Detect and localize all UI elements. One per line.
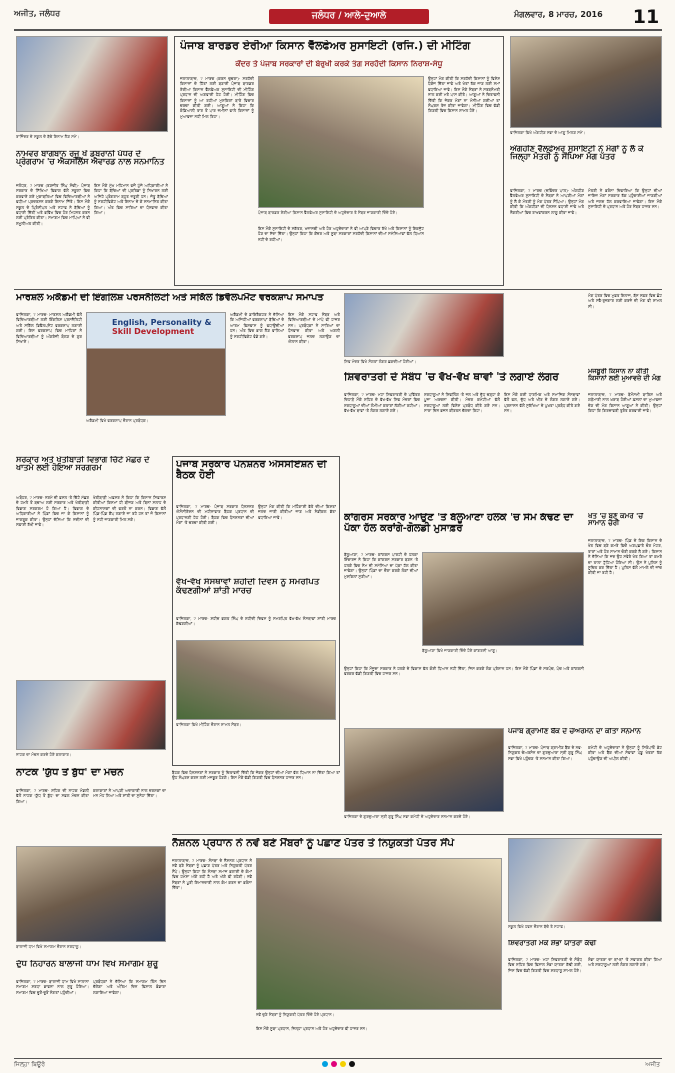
- martial-caption: ਅਕੈਡਮੀ ਵਿਖੇ ਵਰਕਸ਼ਾਪ ਦੌਰਾਨ ਪ੍ਰਬੰਧਕ।: [86, 418, 149, 423]
- school-award-body-col2: ਇਸ ਮੌਕੇ ਮੁੱਖ ਮਹਿਮਾਨ ਵਜੋਂ ਪੁੱਜੇ ਅਧਿਕਾਰੀਆਂ ਨੇ ਕਿਹਾ ਕਿ ਬੱਚਿਆਂ ਦੀ ਪ੍ਰਤਿਭਾ ਨੂੰ ਨਿਖਾਰਨ ਲਈ ਅਜਿਹੇ ਪ੍ਰੋਗਰਾਮ ਬਹੁਤ ਜ਼ਰੂਰੀ ਹਨ। ਜੇਤੂ ਬੱਚਿਆਂ ਨੂੰ ਸਰਟੀਫਿਕੇਟ ਅਤੇ ਇਨਾਮ ਦੇ ਕੇ ਸਨਮਾਨਿਤ ਕੀਤਾ ਗਿਆ। ਅੰਤ ਵਿਚ ਸਾਰਿਆਂ ਦਾ ਧੰਨਵਾਦ ਕੀਤਾ ਗਿਆ।: [94, 183, 168, 216]
- shivratri-body-col1: ਫਾਜ਼ਿਲਕਾ, 7 ਮਾਰਚ- ਮਹਾ ਸ਼ਿਵਰਾਤਰੀ ਦੇ ਪਵਿੱਤਰ ਦਿਹਾੜੇ ਮੌਕੇ ਸ਼ਹਿਰ ਦੇ ਵੱਖ-ਵੱਖ ਸ਼ਿਵ ਮੰਦਰਾਂ ਵਿਚ ਸ਼ਰਧਾਲੂਆਂ ਦੀਆਂ ਲੰਮੀਆਂ ਕਤਾਰਾਂ ਲੱਗੀਆਂ ਰਹੀਆਂ। ਵੱਖ-ਵੱਖ ਥਾਵਾਂ 'ਤੇ ਲੰਗਰ ਲਗਾਏ ਗਏ।: [344, 392, 420, 414]
- kisan-meeting-photo: [258, 76, 424, 208]
- row-divider-2: [172, 834, 662, 835]
- school-award-headline: ਨਾਮਵਰ ਬਾਗਬਾਨ ਰਜੂ ਖੋਂ ਡਬਰਾਨੀ ਪੱਧਰ ਦੇ ਪ੍ਰੋਗਰਾਮ 'ਚ ਐਕਸੀਲੈਂਸ ਐਵਾਰਡ ਨਾਲ ਸਨਮਾਨਿਤ: [16, 150, 165, 167]
- dudh-headline: ਦੁੱਧ ਨਿਹਾਰਨ ਬਾਲਾਜੀ ਧਾਮ ਵਿਖੇ ਸਮਾਗਮ ਸ਼ੁਰੂ: [16, 960, 158, 969]
- pensioners-caption: ਫਾਜ਼ਿਲਕਾ ਵਿਖੇ ਮੀਟਿੰਗ ਦੌਰਾਨ ਸ਼ਾਮਲ ਮੈਂਬਰ।: [176, 722, 242, 727]
- school-children-photo: [16, 36, 168, 132]
- sarkar-headline: ਸਰਕਾਰ ਅਤੇ ਖੇਤੀਬਾੜੀ ਵਿਭਾਗ ਚਿੱਟੇ ਮੱਛਰ ਦੇ ਖਾਤਮੇ ਲਈ ਹੋਇਆ ਸਰਗਰਮ: [16, 456, 150, 473]
- banner-line-2: Skill Development: [112, 327, 195, 336]
- martial-body-col3: ਅਕੈਡਮੀ ਦੇ ਡਾਇਰੈਕਟਰ ਨੇ ਦੱਸਿਆ ਕਿ ਅਜਿਹੀਆਂ ਵਰਕਸ਼ਾਪਾਂ ਬੱਚਿਆਂ ਦੇ ਆਤਮ ਵਿਸ਼ਵਾਸ ਨੂੰ ਵਧਾਉਂਦੀਆਂ ਹਨ। ਅੰਤ ਵਿਚ ਭਾਗ ਲੈਣ ਵਾਲਿਆਂ ਨੂੰ ਸਰਟੀਫਿਕੇਟ ਵੰਡੇ ਗਏ।: [230, 312, 284, 339]
- national-pres-caption: ਨਵੇਂ ਚੁਣੇ ਮੈਂਬਰਾਂ ਨੂੰ ਨਿਯੁਕਤੀ ਪੱਤਰ ਦਿੰਦੇ ਹੋਏ ਪ੍ਰਧਾਨ।: [256, 1012, 335, 1017]
- shivratri-photo: [344, 293, 504, 357]
- masthead-rule: [14, 29, 662, 31]
- kisan-relief-body: ਜਲਾਲਾਬਾਦ, 7 ਮਾਰਚ- ਬੇਮੌਸਮੀ ਬਾਰਿਸ਼ ਅਤੇ ਗੜੇਮਾਰੀ ਨਾਲ ਖ਼ਰਾਬ ਹੋਈਆਂ ਫ਼ਸਲਾਂ ਦਾ ਮੁਆਵਜ਼ਾ ਦੇਣ ਦੀ ਮੰਗ ਕਿਸਾਨ ਆਗੂਆਂ ਨੇ ਕੀਤੀ। ਉਨ੍ਹਾਂ ਕਿਹਾ ਕਿ ਗਿਰਦਾਵਰੀ ਤੁਰੰਤ ਕਰਵਾਈ ਜਾਵੇ।: [588, 392, 662, 414]
- footer-left: ਜਿਲ੍ਹਾ ਬਿਊਰੋ: [14, 1061, 45, 1068]
- kisan-headline: ਪੰਜਾਬ ਬਾਰਡਰ ਏਰੀਆ ਕਿਸਾਨ ਵੈੱਲਫੇਅਰ ਸੁਸਾਇਟੀ (ਰਜਿ.) ਦੀ ਮੀਟਿੰਗ: [180, 40, 471, 52]
- national-pres-body-col2: ਇਸ ਮੌਕੇ ਸੂਬਾ ਪ੍ਰਧਾਨ, ਜ਼ਿਲ੍ਹਾ ਪ੍ਰਧਾਨ ਅਤੇ ਹੋਰ ਅਹੁਦੇਦਾਰ ਵੀ ਹਾਜ਼ਰ ਸਨ।: [256, 1026, 368, 1031]
- kisan-body-col1: ਜਲਾਲਾਬਾਦ, 7 ਮਾਰਚ (ਕਰਨ ਚੁਚਰਾ)- ਸਰਹੱਦੀ ਕਿਸਾਨਾਂ ਦੇ ਹਿੱਤਾਂ ਲਈ ਬਣਾਈ ਪੰਜਾਬ ਬਾਰਡਰ ਏਰੀਆ ਕਿਸਾਨ ਵੈੱਲਫੇਅਰ ਸੁਸਾਇਟੀ ਦੀ ਮੀਟਿੰਗ ਪ੍ਰਧਾਨ ਦੀ ਅਗਵਾਈ ਹੇਠ ਹੋਈ। ਮੀਟਿੰਗ ਵਿਚ ਕਿਸਾਨਾਂ ਨੂੰ ਆ ਰਹੀਆਂ ਮੁਸ਼ਕਿਲਾਂ ਬਾਰੇ ਵਿਚਾਰ ਚਰਚਾ ਕੀਤੀ ਗਈ। ਆਗੂਆਂ ਨੇ ਕਿਹਾ ਕਿ ਕੰਡਿਆਲੀ ਤਾਰ ਤੋਂ ਪਾਰ ਜ਼ਮੀਨਾਂ ਵਾਲੇ ਕਿਸਾਨਾਂ ਨੂੰ ਮੁਆਵਜ਼ਾ ਨਹੀਂ ਮਿਲ ਰਿਹਾ।: [180, 76, 254, 119]
- congress-body-col1: ਬੱਲੂਆਣਾ, 7 ਮਾਰਚ- ਕਾਂਗਰਸ ਪਾਰਟੀ ਦੇ ਹਲਕਾ ਇੰਚਾਰਜ ਨੇ ਕਿਹਾ ਕਿ ਕਾਂਗਰਸ ਸਰਕਾਰ ਬਣਨ 'ਤੇ ਹਲਕੇ ਵਿਚ ਸੇਮ ਦੀ ਸਮੱਸਿਆ ਦਾ ਪੱਕਾ ਹੱਲ ਕੀਤਾ ਜਾਵੇਗਾ। ਉਨ੍ਹਾਂ ਪਿੰਡਾਂ ਦਾ ਦੌਰਾ ਕਰਕੇ ਲੋਕਾਂ ਦੀਆਂ ਮੁਸ਼ਕਿਲਾਂ ਸੁਣੀਆਂ।: [344, 552, 418, 579]
- city-name: ਜਲੰਧਰ: [39, 9, 61, 18]
- national-pres-photo: [256, 858, 502, 1010]
- black-mark: [349, 1061, 355, 1067]
- workshop-banner: [112, 318, 222, 344]
- shivratri-headline: ਸ਼ਿਵਰਾਤਰੀ ਦੇ ਸੰਬੰਧ 'ਚ ਵੱਖ-ਵੱਖ ਥਾਵਾਂ 'ਤੇ ਲਗਾਏ ਲੰਗਰ: [344, 372, 559, 383]
- kisan-body-col3: ਉਨ੍ਹਾਂ ਮੰਗ ਕੀਤੀ ਕਿ ਸਰਹੱਦੀ ਕਿਸਾਨਾਂ ਨੂੰ ਵਿਸ਼ੇਸ਼ ਪੈਕੇਜ ਦਿੱਤਾ ਜਾਵੇ ਅਤੇ ਖੇਤਾਂ ਤੱਕ ਜਾਣ ਲਈ ਸਮਾਂ ਵਧਾਇਆ ਜਾਵੇ। ਇਸ ਮੌਕੇ ਮੈਂਬਰਾਂ ਨੇ ਸਰਬਸੰਮਤੀ ਨਾਲ ਕਈ ਮਤੇ ਪਾਸ ਕੀਤੇ। ਆਗੂਆਂ ਨੇ ਚਿਤਾਵਨੀ ਦਿੱਤੀ ਕਿ ਜੇਕਰ ਮੰਗਾਂ ਨਾ ਮੰਨੀਆਂ ਗਈਆਂ ਤਾਂ ਸੰਘਰਸ਼ ਤੇਜ਼ ਕੀਤਾ ਜਾਵੇਗਾ। ਮੀਟਿੰਗ ਵਿਚ ਵੱਡੀ ਗਿਣਤੀ ਵਿਚ ਕਿਸਾਨ ਸ਼ਾਮਲ ਹੋਏ।: [428, 76, 500, 114]
- section-title: ਜਲੰਧਰ / ਆਲੇ-ਦੁਆਲੇ: [269, 9, 429, 24]
- school-award-body-col1: ਜਲੰਧਰ, 7 ਮਾਰਚ (ਰਣਜੀਤ ਸਿੰਘ ਸੋਢੀ)- ਪੰਜਾਬ ਸਰਕਾਰ ਦੇ ਸਿੱਖਿਆ ਵਿਭਾਗ ਵੱਲੋਂ ਸਕੂਲਾਂ ਵਿਚ ਕਰਵਾਏ ਗਏ ਮੁਕਾਬਲਿਆਂ ਵਿਚ ਵਿਦਿਆਰਥੀਆਂ ਨੇ ਵਧੀਆ ਪ੍ਰਦਰਸ਼ਨ ਕਰਕੇ ਇਨਾਮ ਜਿੱਤੇ। ਇਸ ਮੌਕੇ ਸਕੂਲ ਦੇ ਪ੍ਰਿੰਸੀਪਲ ਅਤੇ ਸਟਾਫ ਨੇ ਬੱਚਿਆਂ ਨੂੰ ਵਧਾਈ ਦਿੱਤੀ ਅਤੇ ਭਵਿੱਖ ਵਿਚ ਹੋਰ ਮਿਹਨਤ ਕਰਨ ਲਈ ਪ੍ਰੇਰਿਤ ਕੀਤਾ। ਸਮਾਗਮ ਵਿਚ ਮਾਪਿਆਂ ਨੇ ਵੀ ਸ਼ਮੂਲੀਅਤ ਕੀਤੀ।: [16, 183, 90, 226]
- dudh-caption: ਬਾਲਾਜੀ ਧਾਮ ਵਿਖੇ ਸਮਾਗਮ ਦੌਰਾਨ ਸ਼ਰਧਾਲੂ।: [16, 944, 82, 949]
- congress-caption: ਬੱਲੂਆਣਾ ਵਿਖੇ ਜਾਣਕਾਰੀ ਦਿੰਦੇ ਹੋਏ ਕਾਂਗਰਸੀ ਆਗੂ।: [422, 648, 498, 653]
- dudh-body-col2: ਪ੍ਰਬੰਧਕਾਂ ਨੇ ਦੱਸਿਆ ਕਿ ਸਮਾਗਮ ਤਿੰਨ ਦਿਨ ਚੱਲੇਗਾ ਅਤੇ ਅੰਤਿਮ ਦਿਨ ਵਿਸ਼ਾਲ ਭੰਡਾਰਾ ਲਗਾਇਆ ਜਾਵੇਗਾ।: [93, 979, 166, 995]
- natak-photo: [16, 680, 166, 750]
- masthead: [14, 6, 662, 28]
- welfare-body-col3: ਮੰਗ ਪੱਤਰ ਵਿਚ ਮੁਫ਼ਤ ਇਲਾਜ, ਬੱਸ ਸਫ਼ਰ ਵਿਚ ਛੋਟ ਅਤੇ ਸਵੈ-ਰੁਜ਼ਗਾਰ ਲਈ ਕਰਜ਼ੇ ਦੀ ਮੰਗ ਵੀ ਸ਼ਾਮਲ ਸੀ।: [588, 293, 662, 309]
- chori-body: ਜਲਾਲਾਬਾਦ, 7 ਮਾਰਚ- ਪਿੰਡ ਦੇ ਇਕ ਕਿਸਾਨ ਦੇ ਖੇਤ ਵਿਚ ਬਣੇ ਕਮਰੇ ਵਿਚੋਂ ਅਣਪਛਾਤੇ ਚੋਰ ਮੋਟਰ, ਤਾਰਾਂ ਅਤੇ ਹੋਰ ਸਾਮਾਨ ਚੋਰੀ ਕਰਕੇ ਲੈ ਗਏ। ਕਿਸਾਨ ਨੇ ਦੱਸਿਆ ਕਿ ਜਦ ਉਹ ਸਵੇਰੇ ਖੇਤ ਗਿਆ ਤਾਂ ਕਮਰੇ ਦਾ ਤਾਲਾ ਟੁੱਟਿਆ ਹੋਇਆ ਸੀ। ਉਸ ਨੇ ਪੁਲਿਸ ਨੂੰ ਸੂਚਿਤ ਕਰ ਦਿੱਤਾ ਹੈ। ਪੁਲਿਸ ਵੱਲੋਂ ਮਾਮਲੇ ਦੀ ਜਾਂਚ ਕੀਤੀ ਜਾ ਰਹੀ ਹੈ।: [588, 538, 662, 576]
- registration-marks: [300, 1061, 376, 1071]
- bottom-right-headline: ਸ਼ਿਵਰਾਤਰੀ ਮੌਕੇ ਸ਼ੋਭਾ ਯਾਤਰਾ ਕੱਢੀ: [508, 940, 597, 947]
- school-award-caption: ਰਾਜਿੰਦਰ ਦੇ ਸਕੂਲ ਦੇ ਬੱਚੇ ਇਨਾਮ ਲੈਣ ਸਮੇਂ।: [16, 134, 80, 139]
- natak-body-col1: ਫਾਜ਼ਿਲਕਾ, 7 ਮਾਰਚ- ਸ਼ਹਿਰ ਦੀ ਨਾਟਕ ਮੰਡਲੀ ਵੱਲੋਂ ਨਾਟਕ 'ਯੁੱਧ ਤੋਂ ਬੁੱਧ' ਦਾ ਸਫ਼ਲ ਮੰਚਨ ਕੀਤਾ ਗਿਆ।: [16, 788, 89, 804]
- pensioners-body-col3: ਬੈਠਕ ਵਿਚ ਪੈਨਸ਼ਨਰਾਂ ਨੇ ਸਰਕਾਰ ਨੂੰ ਚਿਤਾਵਨੀ ਦਿੱਤੀ ਕਿ ਜੇਕਰ ਉਨ੍ਹਾਂ ਦੀਆਂ ਮੰਗਾਂ ਵੱਲ ਧਿਆਨ ਨਾ ਦਿੱਤਾ ਗਿਆ ਤਾਂ ਉਹ ਸੰਘਰਸ਼ ਕਰਨ ਲਈ ਮਜਬੂਰ ਹੋਣਗੇ। ਇਸ ਮੌਕੇ ਵੱਡੀ ਗਿਣਤੀ ਵਿਚ ਪੈਨਸ਼ਨਰ ਹਾਜ਼ਰ ਸਨ।: [172, 770, 340, 781]
- shivratri-body-col2: ਸ਼ਰਧਾਲੂਆਂ ਨੇ ਸ਼ਿਵਲਿੰਗ 'ਤੇ ਜਲ ਅਤੇ ਦੁੱਧ ਚੜ੍ਹਾ ਕੇ ਪੂਜਾ ਅਰਚਨਾ ਕੀਤੀ। ਮੰਦਰ ਕਮੇਟੀਆਂ ਵੱਲੋਂ ਸ਼ਰਧਾਲੂਆਂ ਲਈ ਵਿਸ਼ੇਸ਼ ਪ੍ਰਬੰਧ ਕੀਤੇ ਗਏ ਸਨ। ਸਾਰਾ ਦਿਨ ਭਜਨ ਕੀਰਤਨ ਚੱਲਦਾ ਰਿਹਾ।: [424, 392, 500, 414]
- chori-headline: ਖੇਤ 'ਚ ਬਣੇ ਕਮਰੇ 'ਚੋਂ ਸਾਮਾਨ ਚੋਰੀ: [588, 513, 644, 528]
- gramin-bank-photo: [344, 728, 504, 812]
- congress-body-col2: ਉਨ੍ਹਾਂ ਕਿਹਾ ਕਿ ਮੌਜੂਦਾ ਸਰਕਾਰ ਨੇ ਹਲਕੇ ਦੇ ਵਿਕਾਸ ਵੱਲ ਕੋਈ ਧਿਆਨ ਨਹੀਂ ਦਿੱਤਾ, ਜਿਸ ਕਰਕੇ ਲੋਕ ਪ੍ਰੇਸ਼ਾਨ ਹਨ। ਇਸ ਮੌਕੇ ਪਿੰਡਾਂ ਦੇ ਸਰਪੰਚ, ਪੰਚ ਅਤੇ ਕਾਂਗਰਸੀ ਵਰਕਰ ਵੱਡੀ ਗਿਣਤੀ ਵਿਚ ਹਾਜ਼ਰ ਸਨ।: [344, 666, 584, 677]
- bottom-right-body-col1: ਫਾਜ਼ਿਲਕਾ, 7 ਮਾਰਚ- ਮਹਾ ਸ਼ਿਵਰਾਤਰੀ ਦੇ ਸੰਬੰਧ ਵਿਚ ਸ਼ਹਿਰ ਵਿਚ ਵਿਸ਼ਾਲ ਸ਼ੋਭਾ ਯਾਤਰਾ ਕੱਢੀ ਗਈ, ਜਿਸ ਵਿਚ ਵੱਡੀ ਗਿਣਤੀ ਵਿਚ ਸ਼ਰਧਾਲੂ ਸ਼ਾਮਲ ਹੋਏ।: [508, 957, 582, 973]
- dudh-photo: [16, 846, 166, 942]
- gramin-bank-headline: ਪੰਜਾਬ ਗ੍ਰਾਮੀਣ ਬੈਂਕ ਦੇ ਚੇਅਰਮੈਨ ਦਾ ਕੀਤਾ ਸਨਮਾਨ: [508, 728, 641, 735]
- banner-line-1: English, Personality &: [112, 318, 212, 327]
- kisan-relief-headline: ਮਜਬੂਰੀ ਕਿਸਾਨ ਨਾ ਕੀਤੀ ਕਿਸਾਨਾਂ ਲਈ ਮੁਆਵਜ਼ੇ ਦੀ ਮੰਗ: [588, 368, 661, 382]
- natak-headline: ਨਾਟਕ 'ਯੁੱਧ ਤੋਂ ਬੁੱਧ' ਦਾ ਮੰਚਨ: [16, 768, 124, 778]
- martial-body-col4: ਇਸ ਮੌਕੇ ਸਟਾਫ ਮੈਂਬਰ ਅਤੇ ਵਿਦਿਆਰਥੀਆਂ ਦੇ ਮਾਪੇ ਵੀ ਹਾਜ਼ਰ ਸਨ। ਪ੍ਰਬੰਧਕਾਂ ਨੇ ਸਾਰਿਆਂ ਦਾ ਧੰਨਵਾਦ ਕੀਤਾ ਅਤੇ ਅਗਲੀ ਵਰਕਸ਼ਾਪ ਜਲਦ ਲਗਾਉਣ ਦਾ ਐਲਾਨ ਕੀਤਾ।: [288, 312, 340, 345]
- gramin-bank-body-col2: ਕਮੇਟੀ ਦੇ ਅਹੁਦੇਦਾਰਾਂ ਨੇ ਉਨ੍ਹਾਂ ਨੂੰ ਸਿਰੋਪਾਓ ਭੇਟ ਕੀਤਾ ਅਤੇ ਬੈਂਕ ਦੀਆਂ ਸੇਵਾਵਾਂ ਪੇਂਡੂ ਖੇਤਰਾਂ ਤੱਕ ਪਹੁੰਚਾਉਣ ਦੀ ਅਪੀਲ ਕੀਤੀ।: [588, 745, 662, 761]
- magenta-mark: [331, 1061, 337, 1067]
- congress-headline: ਕਾਂਗਰਸ ਸਰਕਾਰ ਆਉਣ 'ਤੇ ਬੱਲੂਆਣਾ ਹਲਕੇ 'ਚ ਸੇਮ ਕੱਢਣ ਦਾ ਪੱਕਾ ਹੱਲ ਕਰਾਂਗੇ-ਗੋਲਡੀ ਮੁਸਾਫ਼ਰ: [344, 513, 573, 534]
- kisan-caption: ਪੰਜਾਬ ਬਾਰਡਰ ਏਰੀਆ ਕਿਸਾਨ ਵੈੱਲਫੇਅਰ ਸੁਸਾਇਟੀ ਦੇ ਅਹੁਦੇਦਾਰ ਤੇ ਮੈਂਬਰ ਜਾਣਕਾਰੀ ਦਿੰਦੇ ਹੋਏ।: [258, 210, 398, 215]
- pensioners-body-col1: ਫਾਜ਼ਿਲਕਾ, 7 ਮਾਰਚ- ਪੰਜਾਬ ਸਰਕਾਰ ਪੈਨਸ਼ਨਰ ਐਸੋਸੀਏਸ਼ਨ ਦੀ ਮਹੀਨਾਵਾਰ ਬੈਠਕ ਪ੍ਰਧਾਨ ਦੀ ਪ੍ਰਧਾਨਗੀ ਹੇਠ ਹੋਈ। ਬੈਠਕ ਵਿਚ ਪੈਨਸ਼ਨਰਾਂ ਦੀਆਂ ਮੰਗਾਂ 'ਤੇ ਚਰਚਾ ਕੀਤੀ ਗਈ।: [176, 504, 254, 526]
- cyan-mark: [322, 1061, 328, 1067]
- pensioners-headline: ਪੰਜਾਬ ਸਰਕਾਰ ਪੈਨਸ਼ਨਰ ਐਸੋਸੀਏਸ਼ਨ ਦੀ ਬੈਠਕ ਹੋਈ: [176, 460, 327, 481]
- row-divider-1: [14, 289, 662, 290]
- kisan-body-col2: ਇਸ ਮੌਕੇ ਸੁਸਾਇਟੀ ਦੇ ਸਕੱਤਰ, ਖਜ਼ਾਨਚੀ ਅਤੇ ਹੋਰ ਅਹੁਦੇਦਾਰਾਂ ਨੇ ਵੀ ਆਪਣੇ ਵਿਚਾਰ ਰੱਖੇ ਅਤੇ ਕਿਸਾਨਾਂ ਨੂੰ ਇਕਜੁੱਟ ਹੋਣ ਦਾ ਸੱਦਾ ਦਿੱਤਾ। ਉਨ੍ਹਾਂ ਕਿਹਾ ਕਿ ਕੇਂਦਰ ਅਤੇ ਸੂਬਾ ਸਰਕਾਰਾਂ ਸਰਹੱਦੀ ਕਿਸਾਨਾਂ ਦੀਆਂ ਸਮੱਸਿਆਵਾਂ ਵੱਲ ਧਿਆਨ ਨਹੀਂ ਦੇ ਰਹੀਆਂ।: [258, 226, 424, 242]
- school-hawan-caption: ਸਕੂਲ ਵਿਖੇ ਹਵਨ ਦੌਰਾਨ ਬੱਚੇ ਤੇ ਸਟਾਫ।: [508, 924, 566, 929]
- natak-body-col2: ਕਲਾਕਾਰਾਂ ਨੇ ਆਪਣੀ ਅਦਾਕਾਰੀ ਨਾਲ ਦਰਸ਼ਕਾਂ ਦਾ ਮਨ ਮੋਹ ਲਿਆ ਅਤੇ ਸ਼ਾਂਤੀ ਦਾ ਸੁਨੇਹਾ ਦਿੱਤਾ।: [93, 788, 166, 799]
- welfare-headline: ਅੰਗਹੀਣ ਵੈੱਲਫੇਅਰ ਸੁਸਾਇਟੀ ਨੇ ਮੰਗਾਂ ਨੂੰ ਲੈ ਕੇ ਜਿਲ੍ਹਾ ਮੰਤਰੀ ਨੂੰ ਸੌਂਪਿਆ ਮੰਗ ਪੱਤਰ: [510, 145, 644, 162]
- kisan-subhead: ਕੇਂਦਰ ਤੇ ਪੰਜਾਬ ਸਰਕਾਰਾਂ ਦੀ ਬੇਰੁਖੀ ਕਰਕੇ ਤੰਗ ਸਰਹੱਦੀ ਕਿਸਾਨ ਨਿਰਾਸ਼-ਸੰਧੂ: [235, 60, 443, 68]
- school-hawan-photo: [508, 838, 662, 922]
- city-prefix: ਅਜੀਤ,: [14, 9, 37, 18]
- issue-date: ਮੰਗਲਵਾਰ, 8 ਮਾਰਚ, 2016: [514, 10, 603, 19]
- shaheedi-headline: ਵੱਖ-ਵੱਖ ਸੰਸਥਾਵਾਂ ਸ਼ਹੀਦੀ ਦਿਵਸ ਨੂੰ ਸਮਰਪਿਤ ਕੱਢਣਗੀਆਂ ਸ਼ਾਂਤੀ ਮਾਰਚ: [176, 578, 320, 596]
- footer-right: ਅਜੀਤ: [645, 1061, 660, 1068]
- congress-photo: [422, 552, 584, 646]
- footer-rule: [14, 1058, 662, 1059]
- welfare-body-col1: ਫਾਜ਼ਿਲਕਾ, 7 ਮਾਰਚ (ਦਵਿੰਦਰ ਪਾਲ)- ਅੰਗਹੀਣ ਵੈੱਲਫੇਅਰ ਸੁਸਾਇਟੀ ਦੇ ਮੈਂਬਰਾਂ ਨੇ ਆਪਣੀਆਂ ਮੰਗਾਂ ਨੂੰ ਲੈ ਕੇ ਮੰਤਰੀ ਨੂੰ ਮੰਗ ਪੱਤਰ ਸੌਂਪਿਆ। ਉਨ੍ਹਾਂ ਮੰਗ ਕੀਤੀ ਕਿ ਅੰਗਹੀਣਾਂ ਦੀ ਪੈਨਸ਼ਨ ਵਧਾਈ ਜਾਵੇ ਅਤੇ ਨੌਕਰੀਆਂ ਵਿਚ ਰਾਖਵਾਂਕਰਨ ਲਾਗੂ ਕੀਤਾ ਜਾਵੇ।: [510, 188, 584, 215]
- shaheedi-body: ਫਾਜ਼ਿਲਕਾ, 7 ਮਾਰਚ- ਸ਼ਹੀਦ ਭਗਤ ਸਿੰਘ ਦੇ ਸ਼ਹੀਦੀ ਦਿਵਸ ਨੂੰ ਸਮਰਪਿਤ ਵੱਖ-ਵੱਖ ਸੰਸਥਾਵਾਂ ਸ਼ਾਂਤੀ ਮਾਰਚ ਕੱਢਣਗੀਆਂ।: [176, 616, 336, 627]
- martial-headline: ਮਾਰਸ਼ਲ ਅਕੈਡਮੀ ਦੀ ਇੰਗਲਿਸ਼ ਪਰਸਨੈਲਿਟੀ ਅਤੇ ਸਕਿੱਲ ਡਿਵੈਲਪਮੈਂਟ ਵਰਕਸ਼ਾਪ ਸਮਾਪਤ: [16, 293, 324, 303]
- gramin-bank-body-col1: ਫਾਜ਼ਿਲਕਾ, 7 ਮਾਰਚ- ਪੰਜਾਬ ਗ੍ਰਾਮੀਣ ਬੈਂਕ ਦੇ ਨਵ-ਨਿਯੁਕਤ ਚੇਅਰਮੈਨ ਦਾ ਗੁਰਦੁਆਰਾ ਸ੍ਰੀ ਗੁਰੂ ਸਿੰਘ ਸਭਾ ਵਿਖੇ ਪਹੁੰਚਣ 'ਤੇ ਸਨਮਾਨ ਕੀਤਾ ਗਿਆ।: [508, 745, 582, 761]
- page-number: 11: [632, 6, 660, 28]
- shivratri-caption: ਸ਼ਿਵ ਮੰਦਰ ਵਿਖੇ ਸੰਗਤਾਂ ਲੰਗਰ ਛਕਦੀਆਂ ਹੋਈਆਂ।: [344, 359, 417, 364]
- gramin-bank-caption: ਫਾਜ਼ਿਲਕਾ ਦੇ ਗੁਰਦੁਆਰਾ ਸ੍ਰੀ ਗੁਰੂ ਸਿੰਘ ਸਭਾ ਕਮੇਟੀ ਦੇ ਅਹੁਦੇਦਾਰ ਸਨਮਾਨ ਕਰਦੇ ਹੋਏ।: [344, 814, 471, 819]
- masthead-city: [14, 9, 84, 25]
- sarkar-body-col1: ਅਬੋਹਰ, 7 ਮਾਰਚ- ਨਰਮੇ ਦੀ ਫ਼ਸਲ 'ਤੇ ਚਿੱਟੇ ਮੱਛਰ ਦੇ ਹਮਲੇ ਤੋਂ ਬਚਾਅ ਲਈ ਸਰਕਾਰ ਅਤੇ ਖੇਤੀਬਾੜੀ ਵਿਭਾਗ ਸਰਗਰਮ ਹੋ ਗਿਆ ਹੈ। ਵਿਭਾਗ ਦੇ ਅਧਿਕਾਰੀਆਂ ਨੇ ਪਿੰਡਾਂ ਵਿਚ ਜਾ ਕੇ ਕਿਸਾਨਾਂ ਨੂੰ ਜਾਗਰੂਕ ਕੀਤਾ। ਉਨ੍ਹਾਂ ਦੱਸਿਆ ਕਿ ਨਦੀਨਾਂ ਦੀ ਸਫ਼ਾਈ ਰੱਖੀ ਜਾਵੇ।: [16, 495, 89, 528]
- pensioners-body-col2: ਉਨ੍ਹਾਂ ਮੰਗ ਕੀਤੀ ਕਿ ਮਹਿੰਗਾਈ ਭੱਤੇ ਦੀਆਂ ਕਿਸ਼ਤਾਂ ਜਲਦ ਜਾਰੀ ਕੀਤੀਆਂ ਜਾਣ ਅਤੇ ਮੈਡੀਕਲ ਭੱਤਾ ਵਧਾਇਆ ਜਾਵੇ।: [258, 504, 336, 520]
- martial-body-col1: ਫਾਜ਼ਿਲਕਾ, 7 ਮਾਰਚ- ਮਾਰਸ਼ਲ ਅਕੈਡਮੀ ਵੱਲੋਂ ਵਿਦਿਆਰਥੀਆਂ ਲਈ ਇੰਗਲਿਸ਼ ਪਰਸਨੈਲਿਟੀ ਅਤੇ ਸਕਿੱਲ ਡਿਵੈਲਪਮੈਂਟ ਵਰਕਸ਼ਾਪ ਲਗਾਈ ਗਈ। ਇਸ ਵਰਕਸ਼ਾਪ ਵਿਚ ਮਾਹਿਰਾਂ ਨੇ ਵਿਦਿਆਰਥੀਆਂ ਨੂੰ ਅੰਗਰੇਜ਼ੀ ਬੋਲਣ ਦੇ ਗੁਰ ਸਿਖਾਏ।: [16, 312, 82, 345]
- welfare-photo: [510, 36, 662, 128]
- welfare-body-col2: ਮੰਤਰੀ ਨੇ ਭਰੋਸਾ ਦਿਵਾਇਆ ਕਿ ਉਨ੍ਹਾਂ ਦੀਆਂ ਜਾਇਜ਼ ਮੰਗਾਂ ਸਰਕਾਰ ਤੱਕ ਪਹੁੰਚਾਈਆਂ ਜਾਣਗੀਆਂ ਅਤੇ ਜਲਦ ਹੱਲ ਕਰਵਾਇਆ ਜਾਵੇਗਾ। ਇਸ ਮੌਕੇ ਸੁਸਾਇਟੀ ਦੇ ਪ੍ਰਧਾਨ ਅਤੇ ਹੋਰ ਮੈਂਬਰ ਹਾਜ਼ਰ ਸਨ।: [588, 188, 662, 210]
- sarkar-body-col2: ਖੇਤੀਬਾੜੀ ਅਫ਼ਸਰ ਨੇ ਕਿਹਾ ਕਿ ਕਿਸਾਨ ਸਿਫ਼ਾਰਸ਼ ਕੀਤੀਆਂ ਕਿਸਮਾਂ ਹੀ ਬੀਜਣ ਅਤੇ ਬਿਨਾਂ ਸਲਾਹ ਦੇ ਕੀਟਨਾਸ਼ਕਾਂ ਦੀ ਵਰਤੋਂ ਨਾ ਕਰਨ। ਵਿਭਾਗ ਵੱਲੋਂ ਪਿੰਡ-ਪਿੰਡ ਕੈਂਪ ਲਗਾਏ ਜਾ ਰਹੇ ਹਨ ਤਾਂ ਜੋ ਕਿਸਾਨਾਂ ਨੂੰ ਸਹੀ ਜਾਣਕਾਰੀ ਮਿਲ ਸਕੇ।: [93, 495, 166, 522]
- yellow-mark: [340, 1061, 346, 1067]
- shivratri-body-col3: ਇਸ ਮੌਕੇ ਕਈ ਧਾਰਮਿਕ ਅਤੇ ਸਮਾਜਿਕ ਸੰਸਥਾਵਾਂ ਵੱਲੋਂ ਫਲ, ਦੁੱਧ ਅਤੇ ਖੀਰ ਦੇ ਲੰਗਰ ਲਗਾਏ ਗਏ। ਪ੍ਰਸ਼ਾਸਨ ਵੱਲੋਂ ਸੁਰੱਖਿਆ ਦੇ ਪੁਖ਼ਤਾ ਪ੍ਰਬੰਧ ਕੀਤੇ ਗਏ ਸਨ।: [504, 392, 580, 414]
- national-pres-body-col1: ਜਲਾਲਾਬਾਦ, 7 ਮਾਰਚ- ਸੰਸਥਾ ਦੇ ਨੈਸ਼ਨਲ ਪ੍ਰਧਾਨ ਨੇ ਨਵੇਂ ਬਣੇ ਮੈਂਬਰਾਂ ਨੂੰ ਪਛਾਣ ਪੱਤਰ ਅਤੇ ਨਿਯੁਕਤੀ ਪੱਤਰ ਸੌਂਪੇ। ਉਨ੍ਹਾਂ ਕਿਹਾ ਕਿ ਸੰਸਥਾ ਸਮਾਜ ਭਲਾਈ ਦੇ ਕੰਮਾਂ ਵਿਚ ਹਮੇਸ਼ਾ ਅੱਗੇ ਰਹੀ ਹੈ ਅਤੇ ਅੱਗੇ ਵੀ ਰਹੇਗੀ। ਨਵੇਂ ਮੈਂਬਰਾਂ ਨੇ ਪੂਰੀ ਇਮਾਨਦਾਰੀ ਨਾਲ ਕੰਮ ਕਰਨ ਦਾ ਭਰੋਸਾ ਦਿੱਤਾ।: [172, 858, 252, 891]
- dudh-body-col1: ਫਾਜ਼ਿਲਕਾ, 7 ਮਾਰਚ- ਬਾਲਾਜੀ ਧਾਮ ਵਿਖੇ ਸਾਲਾਨਾ ਸਮਾਗਮ ਸ਼ਰਧਾ ਭਾਵਨਾ ਨਾਲ ਸ਼ੁਰੂ ਹੋਇਆ। ਸਮਾਗਮ ਵਿਚ ਦੂਰੋਂ-ਦੂਰੋਂ ਸੰਗਤਾਂ ਪਹੁੰਚੀਆਂ।: [16, 979, 89, 995]
- bottom-right-body-col2: ਸ਼ੋਭਾ ਯਾਤਰਾ ਦਾ ਥਾਂ-ਥਾਂ 'ਤੇ ਸਵਾਗਤ ਕੀਤਾ ਗਿਆ ਅਤੇ ਸ਼ਰਧਾਲੂਆਂ ਲਈ ਲੰਗਰ ਲਗਾਏ ਗਏ।: [588, 957, 662, 968]
- national-pres-headline: ਨੈਸ਼ਨਲ ਪ੍ਰਧਾਨ ਨੇ ਨਵੇਂ ਬਣੇ ਮੈਂਬਰਾਂ ਨੂੰ ਪਛਾਣ ਪੱਤਰ ਤੇ ਨਿਯੁਕਤੀ ਪੱਤਰ ਸੌਂਪੇ: [172, 838, 455, 849]
- natak-caption: ਨਾਟਕ ਦਾ ਮੰਚਨ ਕਰਦੇ ਹੋਏ ਕਲਾਕਾਰ।: [16, 752, 72, 757]
- welfare-caption: ਫਾਜ਼ਿਲਕਾ ਵਿਖੇ ਅੰਗਹੀਣ ਸਭਾ ਦੇ ਆਗੂ ਮਿਲਣ ਸਮੇਂ।: [510, 130, 586, 135]
- pensioners-photo: [176, 640, 336, 720]
